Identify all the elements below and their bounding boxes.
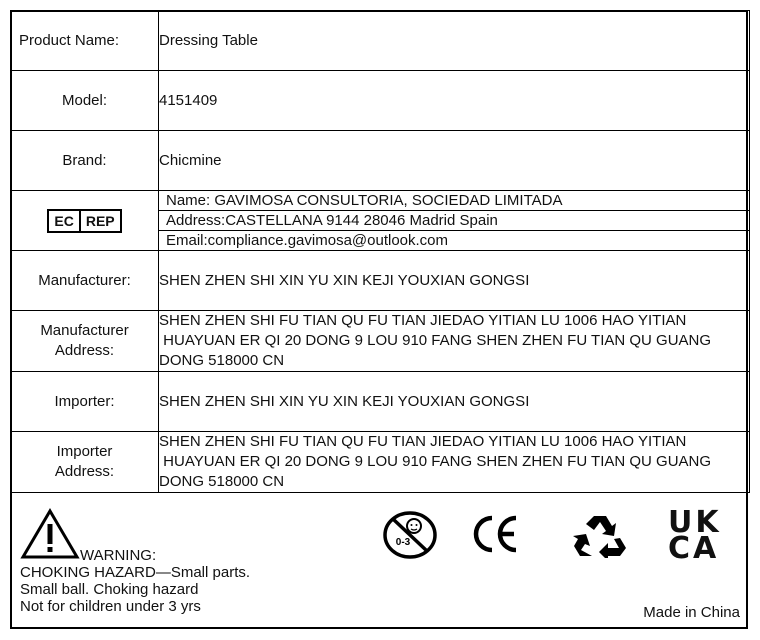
manufacturer-address-line3: DONG 518000 CN: [159, 352, 285, 369]
importer-address-label-line2: Address:: [54, 463, 115, 480]
manufacturer-address-line2: HUAYUAN ER QI 20 DONG 9 LOU 910 FANG SHEN ZHEN FU TIAN QU GUANG: [159, 332, 712, 349]
importer-address-label-line1: Importer: [56, 443, 113, 460]
importer-address-line1: SHEN ZHEN SHI FU TIAN QU FU TIAN JIEDAO YITIAN LU 1006 HAO YITIAN: [159, 433, 687, 450]
manufacturer-address-label-line2: Address:: [54, 342, 115, 359]
manufacturer-address-label-line1: Manufacturer: [40, 322, 129, 339]
manufacturer-value: SHEN ZHEN SHI XIN YU XIN KEJI YOUXIAN GONGSI: [159, 251, 750, 311]
recycle-icon: [572, 512, 628, 558]
warning-text: [20, 564, 250, 615]
ec-rep-name: Name: GAVIMOSA CONSULTORIA, SOCIEDAD LIMITADA: [159, 191, 749, 211]
product-name-value: Dressing Table: [159, 11, 750, 71]
warning-line3: Not for children under 3 yrs: [20, 598, 201, 615]
warning-line2: Small ball. Choking hazard: [20, 581, 199, 598]
brand-value: Chicmine: [159, 131, 750, 191]
importer-address-line2: HUAYUAN ER QI 20 DONG 9 LOU 910 FANG SHEN ZHEN FU TIAN QU GUANG: [159, 453, 712, 470]
ukca-mark-icon: [668, 505, 732, 566]
warning-line1: CHOKING HAZARD—Small parts.: [20, 564, 251, 581]
ec-rep-email: Email:compliance.gavimosa@outlook.com: [166, 232, 449, 249]
manufacturer-label: Manufacturer:: [11, 251, 159, 311]
age-range-text: 0-3: [395, 537, 411, 548]
model-value: 4151409: [159, 71, 750, 131]
brand-label: Brand:: [11, 131, 159, 191]
manufacturer-address-line1: SHEN ZHEN SHI FU TIAN QU FU TIAN JIEDAO YITIAN LU 1006 HAO YITIAN: [159, 312, 687, 329]
ukca-line2: CA: [668, 531, 720, 566]
ukca-line1: UK: [668, 505, 722, 540]
ec-rep-address: Address:CASTELLANA 9144 28046 Madrid Spain: [159, 211, 749, 231]
warning-triangle-icon: [20, 508, 80, 560]
importer-address-line3: DONG 518000 CN: [159, 473, 285, 490]
not-for-0-3-icon: [382, 510, 438, 560]
importer-label: Importer:: [11, 372, 159, 432]
rep-badge-text: REP: [79, 211, 120, 231]
importer-value: SHEN ZHEN SHI XIN YU XIN KEJI YOUXIAN GONGSI: [159, 372, 750, 432]
product-name-label: Product Name:: [11, 11, 159, 71]
warning-title: WARNING:: [80, 547, 157, 564]
model-label: Model:: [11, 71, 159, 131]
ec-badge-text: EC: [54, 212, 74, 229]
warnings-section: [12, 492, 748, 628]
made-in-text: Made in China: [643, 604, 740, 621]
ce-mark-icon: [473, 514, 521, 554]
